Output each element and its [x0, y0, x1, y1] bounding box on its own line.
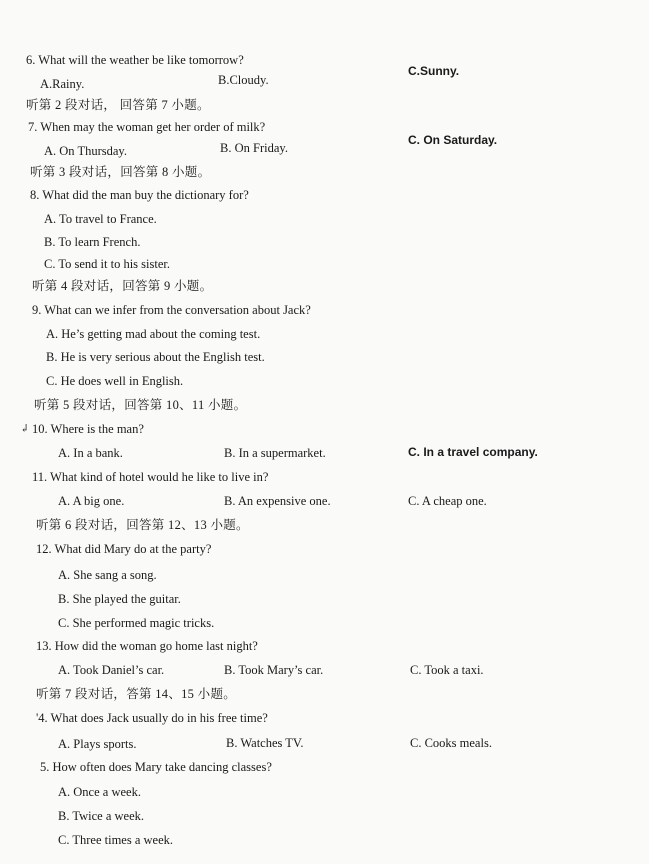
q12-option-a: A. She sang a song.	[58, 568, 157, 582]
q15-option-a: A. Once a week.	[58, 785, 141, 799]
q15-option-c: C. Three times a week.	[58, 833, 174, 847]
section-2-instruction: 听第 2 段对话， 回答第 7 小题。	[26, 98, 210, 112]
question-10: 10. Where is the man?	[32, 422, 144, 436]
section-7-instruction: 听第 7 段对话，答第 14、15 小题。	[36, 687, 237, 701]
section-3-instruction: 听第 3 段对话，回答第 8 小题。	[30, 165, 211, 179]
section-4-instruction: 听第 4 段对话，回答第 9 小题。	[32, 279, 213, 293]
q8-option-a: A. To travel to France.	[44, 212, 157, 226]
q9-option-b: B. He is very serious about the English test.	[46, 350, 265, 364]
q7-option-c: C. On Saturday.	[408, 133, 498, 147]
q6-option-c: C.Sunny.	[408, 64, 460, 78]
q15-option-b: B. Twice a week.	[58, 809, 145, 823]
q6-option-b: B.Cloudy.	[218, 73, 269, 87]
q13-option-b: B. Took Mary’s car.	[224, 663, 324, 677]
q10-option-b: B. In a supermarket.	[224, 446, 326, 460]
q14-option-b: B. Watches TV.	[226, 736, 304, 750]
q9-option-c: C. He does well in English.	[46, 374, 184, 388]
question-12: 12. What did Mary do at the party?	[36, 542, 212, 556]
q9-option-a: A. He’s getting mad about the coming test.	[46, 327, 261, 341]
question-13: 13. How did the woman go home last night?	[36, 639, 258, 653]
question-14: '4. What does Jack usually do in his free time?	[36, 711, 268, 725]
question-8: 8. What did the man buy the dictionary for?	[30, 188, 249, 202]
q11-option-a: A. A big one.	[58, 494, 125, 508]
section-5-instruction: 听第 5 段对话，回答第 10、11 小题。	[34, 398, 247, 412]
q11-option-c: C. A cheap one.	[408, 494, 487, 508]
question-6: 6. What will the weather be like tomorrow?	[26, 53, 244, 67]
pen-mark-icon: ↲	[20, 423, 30, 435]
question-9: 9. What can we infer from the conversation about Jack?	[32, 303, 311, 317]
section-6-instruction: 听第 6 段对话，回答第 12、13 小题。	[36, 518, 249, 532]
q12-option-b: B. She played the guitar.	[58, 592, 181, 606]
q13-option-c: C. Took a taxi.	[410, 663, 484, 677]
q8-option-b: B. To learn French.	[44, 235, 141, 249]
question-7: 7. When may the woman get her order of milk?	[28, 120, 266, 134]
q10-option-a: A. In a bank.	[58, 446, 123, 460]
question-11: 11. What kind of hotel would he like to live in?	[32, 470, 269, 484]
q8-option-c: C. To send it to his sister.	[44, 257, 170, 271]
q7-option-b: B. On Friday.	[220, 141, 288, 155]
q13-option-a: A. Took Daniel’s car.	[58, 663, 165, 677]
q11-option-b: B. An expensive one.	[224, 494, 331, 508]
q7-option-a: A. On Thursday.	[44, 144, 127, 158]
question-15: 5. How often does Mary take dancing classes?	[40, 760, 272, 774]
q14-option-c: C. Cooks meals.	[410, 736, 492, 750]
q10-option-c: C. In a travel company.	[408, 445, 538, 459]
q12-option-c: C. She performed magic tricks.	[58, 616, 215, 630]
q6-option-a: A.Rainy.	[40, 77, 85, 91]
q14-option-a: A. Plays sports.	[58, 737, 137, 751]
